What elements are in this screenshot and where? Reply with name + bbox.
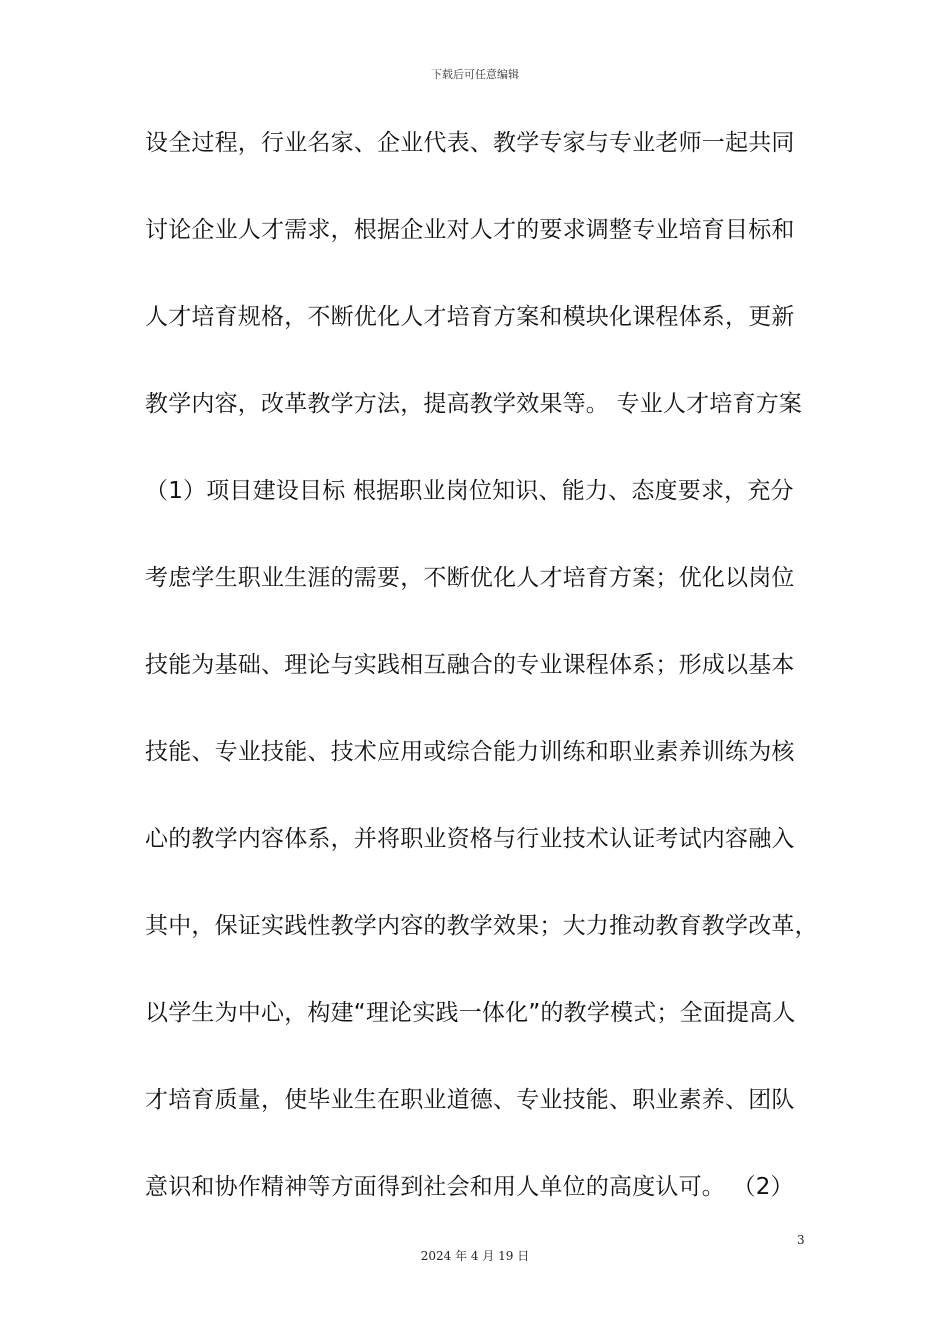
text-line: 设全过程，行业名家、企业代表、教学专家与专业老师一起共同 [145,130,795,156]
text-line: （1）项目建设目标 根据职业岗位知识、能力、态度要求，充分 [145,478,794,504]
page-number: 3 [797,1233,805,1247]
text-line: 其中，保证实践性教学内容的教学效果；大力推动教育教学改革， [145,913,818,939]
text-line: 人才培育规格，不断优化人才培育方案和模块化课程体系，更新 [145,304,795,330]
footer-date: 2024 年 4 月 19 日 [420,1249,530,1263]
text-line: 心的教学内容体系，并将职业资格与行业技术认证考试内容融入 [145,826,795,852]
text-line: 教学内容，改革教学方法，提高教学效果等。 专业人才培育方案 [145,391,803,417]
text-line: 讨论企业人才需求，根据企业对人才的要求调整专业培育目标和 [145,217,795,243]
text-line: 才培育质量，使毕业生在职业道德、专业技能、职业素养、团队 [145,1087,795,1113]
text-line: 技能为基础、理论与实践相互融合的专业课程体系；形成以基本 [145,652,795,678]
text-line: 意识和协作精神等方面得到社会和用人单位的高度认可。 （2） [145,1174,794,1200]
text-line: 技能、专业技能、技术应用或综合能力训练和职业素养训练为核 [145,739,795,765]
header-note: 下载后可任意编辑 [431,68,519,81]
text-line: 考虑学生职业生涯的需要，不断优化人才培育方案；优化以岗位 [145,565,795,591]
text-line: 以学生为中心，构建“理论实践一体化”的教学模式；全面提高人 [145,1000,796,1026]
